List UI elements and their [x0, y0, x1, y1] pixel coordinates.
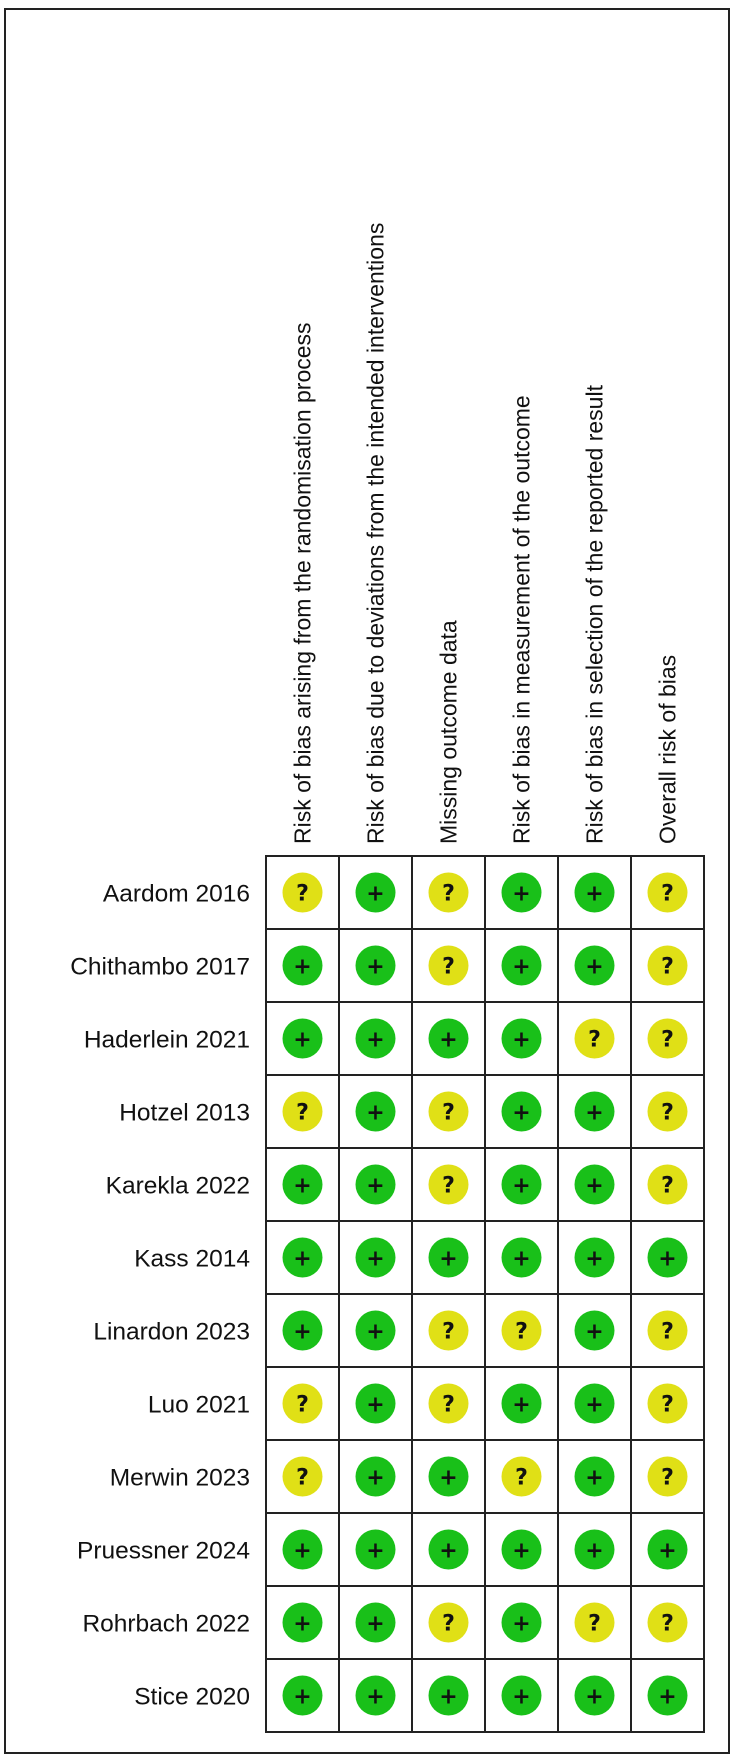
- study-labels: [70, 881, 250, 1711]
- judgement-symbol: ?: [661, 1100, 674, 1126]
- study-label: Linardon 2023: [93, 1318, 250, 1346]
- judgement-symbol: +: [366, 1100, 385, 1126]
- domain-header-1: Risk of bias arising from the randomisation process: [289, 322, 316, 844]
- study-label: Karekla 2022: [105, 1172, 250, 1200]
- judgement-symbol: ?: [442, 1319, 455, 1345]
- judgement-symbol: +: [512, 1611, 531, 1637]
- judgement-symbol: +: [293, 1611, 312, 1637]
- judgement-symbol: +: [658, 1538, 677, 1564]
- judgement-symbol: +: [293, 1319, 312, 1345]
- domain-headers: [290, 223, 681, 844]
- judgement-symbol: +: [439, 1246, 458, 1272]
- judgement-symbol: ?: [661, 1611, 674, 1637]
- judgement-symbol: +: [512, 881, 531, 907]
- judgement-symbol: +: [366, 1684, 385, 1710]
- judgement-symbol: +: [366, 1173, 385, 1199]
- domain-header-5: Risk of bias in selection of the reported result: [581, 385, 608, 844]
- judgement-symbol: +: [293, 1173, 312, 1199]
- judgement-symbol: ?: [296, 1100, 309, 1126]
- judgement-symbol: +: [585, 881, 604, 907]
- judgement-symbol: +: [512, 1100, 531, 1126]
- judgement-symbol: +: [366, 1392, 385, 1418]
- judgement-symbol: ?: [442, 1173, 455, 1199]
- judgement-symbol: +: [585, 1173, 604, 1199]
- judgement-symbol: +: [366, 881, 385, 907]
- study-label: Kass 2014: [134, 1245, 250, 1273]
- judgement-symbol: +: [585, 1684, 604, 1710]
- judgement-symbol: ?: [515, 1319, 528, 1345]
- domain-header-4: Risk of bias in measurement of the outcome: [508, 395, 535, 844]
- judgement-symbol: +: [585, 1465, 604, 1491]
- domain-header-3: Missing outcome data: [435, 620, 462, 844]
- judgement-symbol: ?: [588, 1611, 601, 1637]
- judgement-symbol: ?: [296, 1392, 309, 1418]
- judgement-symbol: +: [658, 1246, 677, 1272]
- judgement-symbol: +: [293, 1684, 312, 1710]
- judgement-symbol: ?: [661, 1465, 674, 1491]
- judgement-symbol: +: [366, 1319, 385, 1345]
- study-label: Luo 2021: [147, 1391, 250, 1419]
- judgement-symbol: +: [439, 1027, 458, 1053]
- judgement-grid: [266, 856, 704, 1732]
- study-label: Chithambo 2017: [70, 953, 250, 981]
- judgement-symbol: +: [585, 1100, 604, 1126]
- judgement-symbol: +: [585, 1392, 604, 1418]
- judgement-symbol: +: [293, 954, 312, 980]
- domain-header-6: Overall risk of bias: [654, 654, 681, 844]
- judgement-symbol: ?: [661, 1027, 674, 1053]
- judgement-symbol: +: [439, 1538, 458, 1564]
- judgement-symbol: +: [585, 1319, 604, 1345]
- judgement-symbol: +: [512, 1684, 531, 1710]
- judgement-symbol: +: [293, 1538, 312, 1564]
- judgement-symbol: ?: [515, 1465, 528, 1491]
- judgement-symbol: +: [366, 1027, 385, 1053]
- judgement-symbol: +: [512, 1392, 531, 1418]
- judgement-symbol: ?: [296, 1465, 309, 1491]
- judgement-symbol: +: [366, 1611, 385, 1637]
- judgement-symbol: +: [585, 1538, 604, 1564]
- judgement-symbol: +: [658, 1684, 677, 1710]
- study-label: Hotzel 2013: [119, 1099, 250, 1127]
- judgement-symbol: ?: [442, 1100, 455, 1126]
- study-label: Merwin 2023: [109, 1464, 250, 1492]
- judgement-symbol: ?: [588, 1027, 601, 1053]
- judgement-symbol: +: [585, 1246, 604, 1272]
- judgement-symbol: +: [366, 1465, 385, 1491]
- domain-header-2: Risk of bias due to deviations from the intended interventions: [362, 222, 389, 844]
- study-label: Stice 2020: [134, 1683, 250, 1711]
- judgement-symbol: +: [512, 1173, 531, 1199]
- judgement-symbol: ?: [442, 1611, 455, 1637]
- judgement-symbol: +: [585, 954, 604, 980]
- judgement-symbol: +: [512, 1027, 531, 1053]
- judgement-symbol: +: [293, 1027, 312, 1053]
- study-label: Aardom 2016: [102, 880, 250, 908]
- judgement-symbol: +: [512, 1538, 531, 1564]
- study-label: Rohrbach 2022: [82, 1610, 250, 1638]
- judgement-symbol: +: [512, 954, 531, 980]
- judgement-symbol: +: [366, 954, 385, 980]
- judgement-symbol: +: [293, 1246, 312, 1272]
- judgement-symbol: ?: [661, 954, 674, 980]
- judgement-symbol: +: [439, 1684, 458, 1710]
- study-label: Pruessner 2024: [77, 1537, 250, 1565]
- judgement-symbol: ?: [296, 881, 309, 907]
- judgement-symbol: ?: [661, 881, 674, 907]
- judgement-symbol: +: [512, 1246, 531, 1272]
- judgement-symbol: ?: [661, 1319, 674, 1345]
- judgement-symbol: ?: [661, 1173, 674, 1199]
- judgement-symbol: +: [366, 1246, 385, 1272]
- judgement-symbol: +: [439, 1465, 458, 1491]
- judgement-symbol: ?: [661, 1392, 674, 1418]
- judgement-symbol: ?: [442, 1392, 455, 1418]
- judgement-symbol: +: [366, 1538, 385, 1564]
- study-label: Haderlein 2021: [83, 1026, 250, 1054]
- judgement-symbol: ?: [442, 954, 455, 980]
- judgement-symbol: ?: [442, 881, 455, 907]
